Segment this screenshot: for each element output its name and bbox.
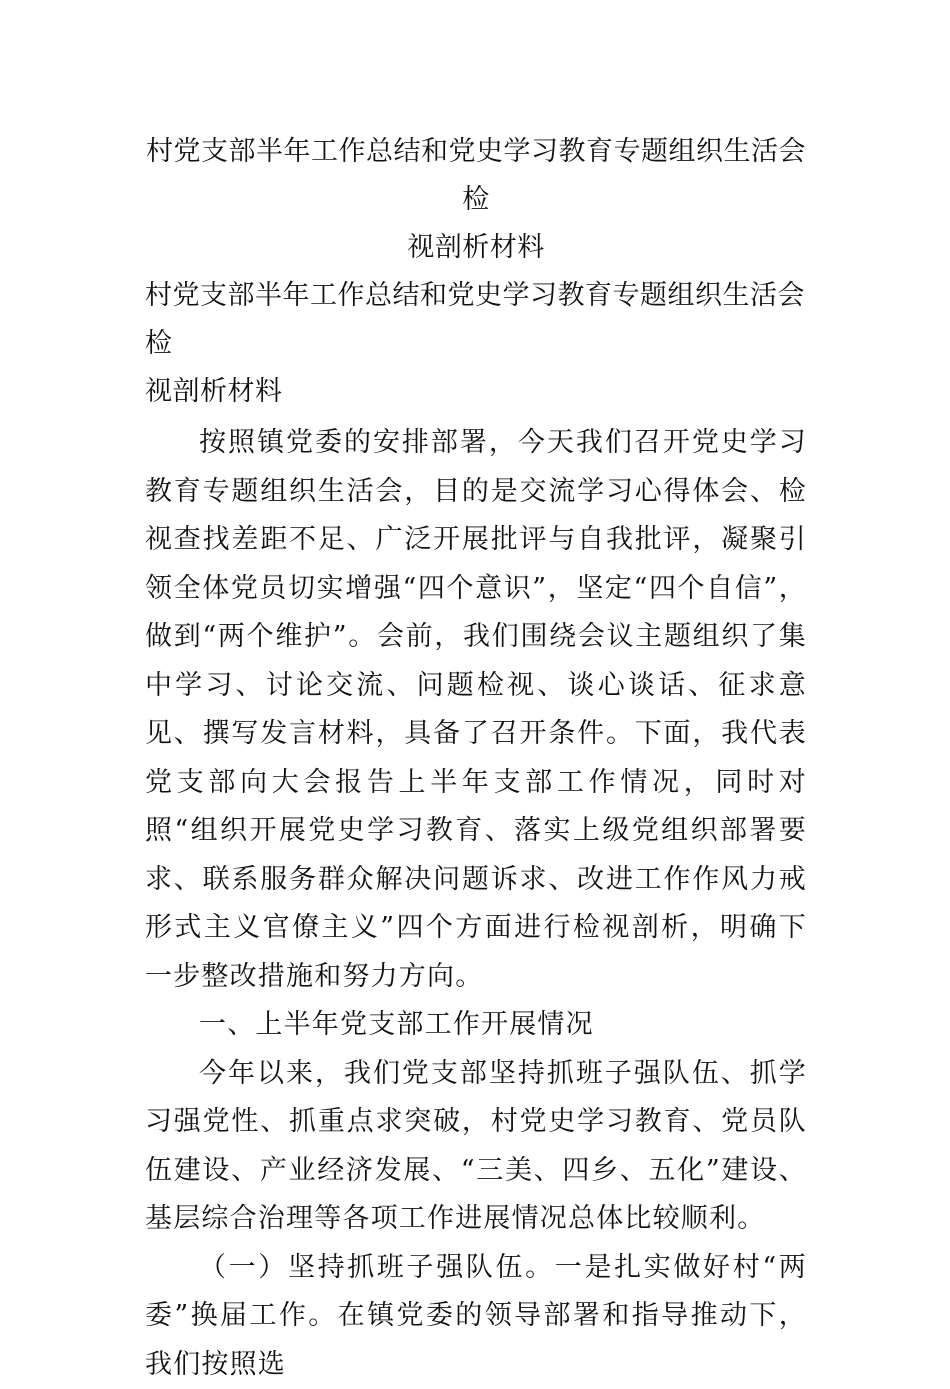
document-page: [145, 128, 807, 1389]
document-title-line2: 视剖析材料: [145, 224, 807, 272]
document-subtitle-line2: 视剖析材料: [145, 368, 807, 416]
subsection-1-paragraph: （一）坚持抓班子强队伍。一是扎实做好村“两委”换届工作。在镇党委的领导部署和指导推动下，我们按照选: [145, 1244, 807, 1389]
document-title-line1: 村党支部半年工作总结和党史学习教育专题组织生活会检: [145, 128, 807, 224]
document-subtitle: [145, 272, 807, 416]
section-1-paragraph: 今年以来，我们党支部坚持抓班子强队伍、抓学习强党性、抓重点求突破，村党史学习教育、党员队伍建设、产业经济发展、“三美、四乡、五化”建设、基层综合治理等各项工作进展情况总体比较顺利。: [145, 1050, 807, 1244]
document-title: [145, 128, 807, 272]
intro-paragraph: 按照镇党委的安排部署，今天我们召开党史学习教育专题组织生活会，目的是交流学习心得体会、检视查找差距不足、广泛开展批评与自我批评，凝聚引领全体党员切实增强“四个意识”，坚定“四个自信”，做到“两个维护”。会前，我们围绕会议主题组织了集中学习、讨论交流、问题检视、谈心谈话、征求意见、撰写发言材料，具备了召开条件。下面，我代表党支部向大会报告上半年支部工作情况，同时对照“组织开展党史学习教育、落实上级党组织部署要求、联系服务群众解决问题诉求、改进工作作风力戒形式主义官僚主义”四个方面进行检视剖析，明确下一步整改措施和努力方向。: [145, 419, 807, 1001]
document-subtitle-line1: 村党支部半年工作总结和党史学习教育专题组织生活会检: [145, 272, 807, 368]
section-heading-1: 一、上半年党支部工作开展情况: [145, 1001, 807, 1050]
